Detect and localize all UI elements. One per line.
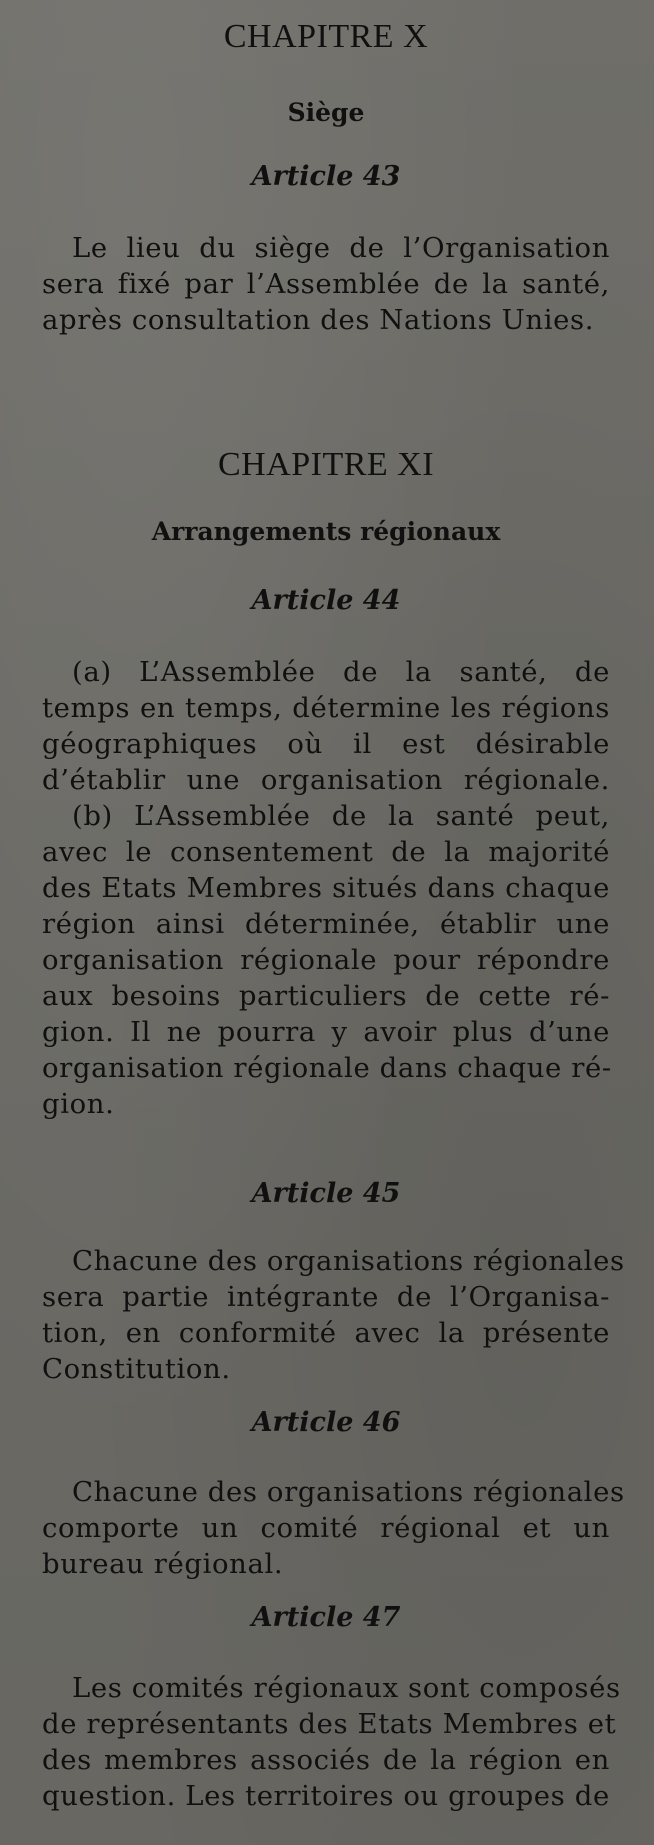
article-45-line: tion, en conformité avec la présente xyxy=(42,1317,610,1349)
article-44-line: région ainsi déterminée, établir une xyxy=(42,908,610,940)
article-45-line: Constitution. xyxy=(42,1353,231,1385)
article-46-text xyxy=(42,1474,625,1582)
article-43-line: après consultation des Nations Unies. xyxy=(42,304,595,336)
article-44-line: avec le consentement de la majorité xyxy=(42,836,610,868)
article-44-line: gion. Il ne pourra y avoir plus d’une xyxy=(42,1016,610,1048)
article-44-text xyxy=(42,654,610,1122)
article-46-line: bureau régional. xyxy=(42,1548,284,1580)
article-43-text xyxy=(42,230,610,338)
chapter-x-subheading: Siège xyxy=(287,98,365,127)
article-47-line: question. Les territoires ou groupes de xyxy=(42,1780,610,1812)
article-44-line: (b) L’Assemblée de la santé peut, xyxy=(72,800,610,832)
chapter-xi-heading: CHAPITRE XI xyxy=(217,446,435,483)
article-44-line: des Etats Membres situés dans chaque xyxy=(42,872,610,904)
article-45-text xyxy=(42,1243,625,1387)
chapter-x-heading: CHAPITRE X xyxy=(223,18,429,55)
article-44-line: temps en temps, détermine les régions xyxy=(42,692,610,724)
article-43-line: sera fixé par l’Assemblée de la santé, xyxy=(42,268,610,300)
article-44-line: organisation régionale dans chaque ré- xyxy=(42,1052,612,1084)
article-44-title: Article 44 xyxy=(251,585,401,616)
article-47-line: Les comités régionaux sont composés xyxy=(72,1672,621,1704)
article-47-line: des membres associés de la région en xyxy=(42,1744,610,1776)
article-44-line: géographiques où il est désirable xyxy=(42,728,610,760)
article-44-line: organisation régionale pour répondre xyxy=(42,944,610,976)
article-47-line: de représentants des Etats Membres et xyxy=(42,1708,617,1740)
article-46-line: comporte un comité régional et un xyxy=(42,1512,610,1544)
article-44-line: d’établir une organisation régionale. xyxy=(42,764,610,796)
chapter-xi-subheading: Arrangements régionaux xyxy=(151,517,501,546)
article-43-line: Le lieu du siège de l’Organisation xyxy=(72,232,610,264)
article-45-line: sera partie intégrante de l’Organisa- xyxy=(42,1281,610,1313)
article-44-line: (a) L’Assemblée de la santé, de xyxy=(72,656,610,688)
article-47-text xyxy=(42,1670,621,1814)
article-47-title: Article 47 xyxy=(251,1602,401,1633)
article-44-line: aux besoins particuliers de cette ré- xyxy=(42,980,610,1012)
article-46-title: Article 46 xyxy=(251,1407,401,1438)
article-45-title: Article 45 xyxy=(251,1178,401,1209)
article-45-line: Chacune des organisations régionales xyxy=(72,1245,625,1277)
article-44-line: gion. xyxy=(42,1088,115,1120)
article-46-line: Chacune des organisations régionales xyxy=(72,1476,625,1508)
article-43-title: Article 43 xyxy=(251,161,401,192)
